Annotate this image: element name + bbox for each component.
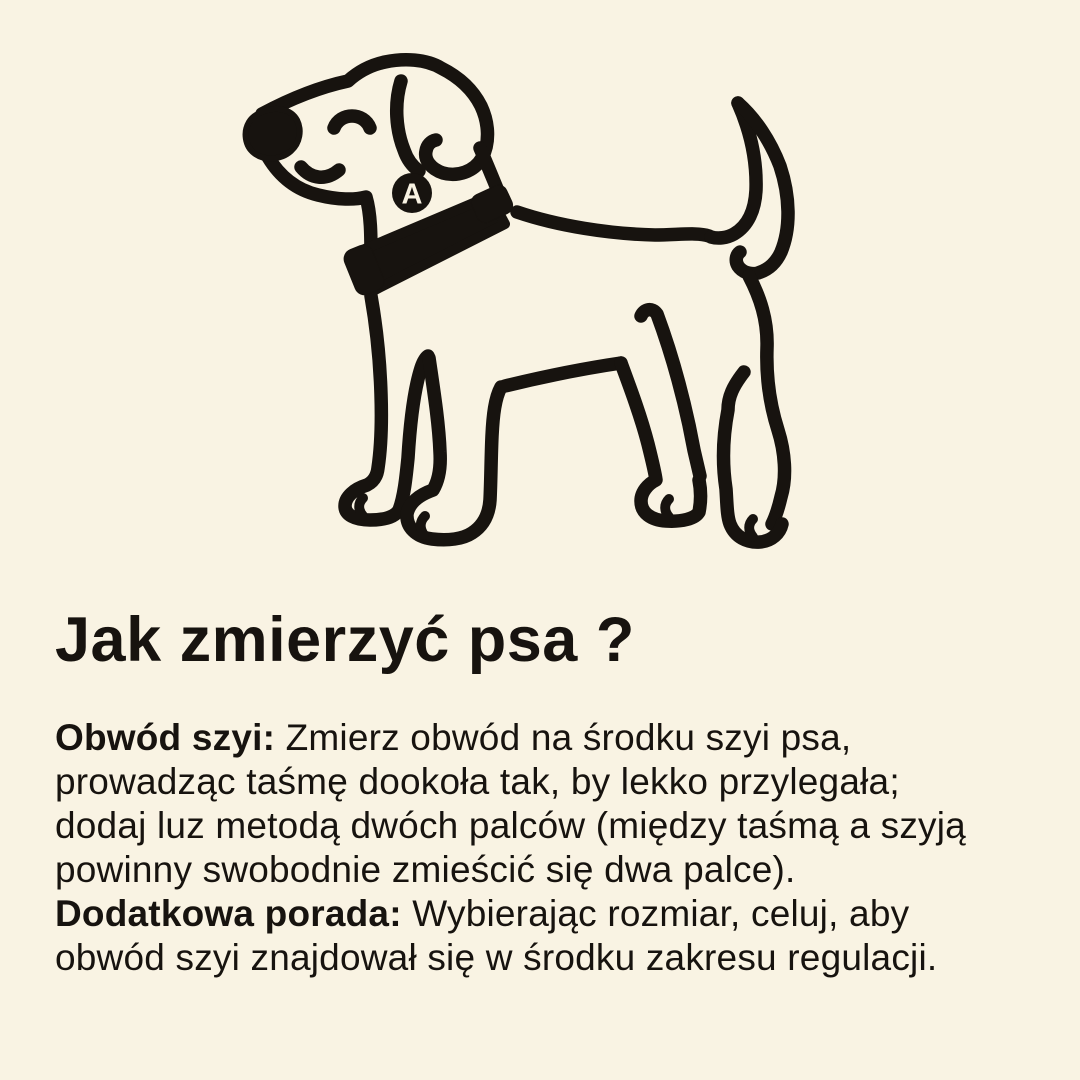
instruction-lead: Dodatkowa porada: xyxy=(55,893,402,934)
instruction-rest: Zmierz obwód na środku szyi psa, xyxy=(275,717,852,758)
instructions-text xyxy=(55,716,966,980)
instruction-rest: prowadząc taśmę dookoła tak, by lekko przylegała; xyxy=(55,761,900,802)
dog-belly-line xyxy=(505,363,621,386)
instruction-rest: Wybierając rozmiar, celuj, aby xyxy=(401,893,910,934)
instruction-line xyxy=(55,892,966,936)
dog-inner-ear-line xyxy=(397,81,419,171)
dog-neck-back-line xyxy=(480,148,498,191)
dog-smile xyxy=(301,167,339,177)
dog-front-toe-near xyxy=(359,498,363,516)
dog-hind-toe-near xyxy=(665,499,669,517)
instruction-line xyxy=(55,848,966,892)
dog-nose xyxy=(246,109,300,158)
instruction-rest: obwód szyi znajdował się w środku zakresu regulacji. xyxy=(55,937,938,978)
instruction-lead: Obwód szyi: xyxy=(55,717,276,758)
dog-back-line xyxy=(517,212,709,236)
page-title: Jak zmierzyć psa ? xyxy=(55,605,635,675)
instruction-line xyxy=(55,760,966,804)
measure-point-badge xyxy=(392,173,432,213)
dog-eye xyxy=(334,116,370,128)
dog-rump-line xyxy=(749,276,785,524)
instruction-rest: powinny swobodnie zmieścić się dwa palce). xyxy=(55,849,796,890)
dog-front-toe-far xyxy=(421,516,425,535)
instruction-line xyxy=(55,716,966,760)
dog-front-leg-near xyxy=(345,296,428,520)
badge-letter: A xyxy=(401,178,423,211)
dog-outline xyxy=(246,60,788,542)
dog-hind-toe-far xyxy=(749,519,753,537)
instruction-rest: dodaj luz metodą dwóch palców (między taśmą a szyją xyxy=(55,805,966,846)
instruction-line xyxy=(55,936,966,980)
instruction-line xyxy=(55,804,966,848)
